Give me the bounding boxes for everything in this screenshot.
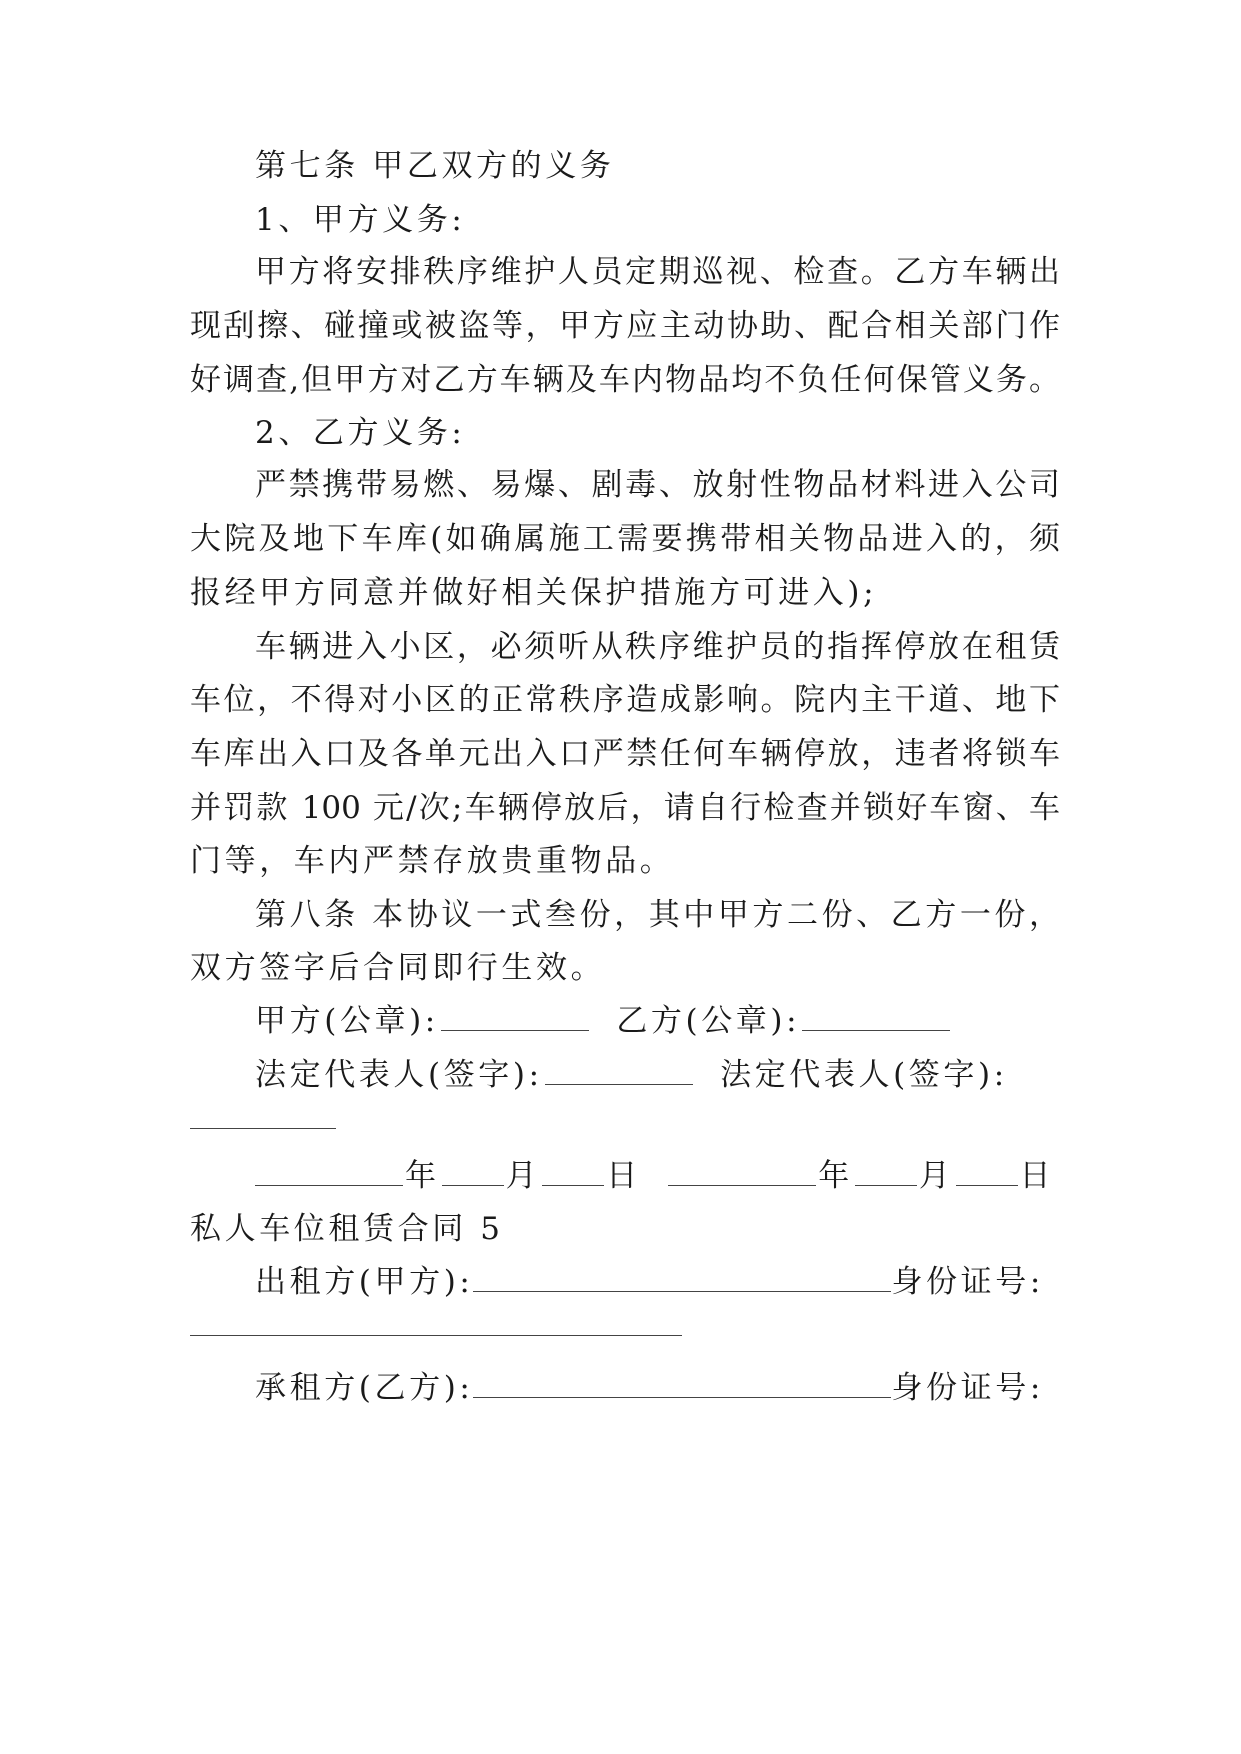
month-label: 月: [918, 1158, 954, 1194]
year-label: 年: [405, 1158, 440, 1194]
year-label: 年: [818, 1158, 853, 1194]
partyA-rep-blank: [545, 1056, 693, 1085]
lessee-row: [255, 1368, 1065, 1408]
partyB-para1-line: 严禁携带易燃、易爆、剧毒、放射性物品材料进入公司: [255, 467, 1060, 503]
year-blank: [668, 1157, 816, 1186]
partyB-para1-line: 大院及地下车库(如确属施工需要携带相关物品进入的，须: [190, 521, 1060, 557]
partyB-seal-blank: [802, 1002, 950, 1031]
representative-row: [255, 1055, 1125, 1095]
lessor-row: [255, 1262, 1065, 1302]
partyB-rep-blank: [190, 1128, 336, 1129]
partyA-duty-line: 现刮擦、碰撞或被盗等，甲方应主动协助、配合相关部门作: [190, 308, 1060, 344]
contract5-title: 私人车位租赁合同 5: [190, 1211, 504, 1247]
partyB-para2-line: 车库出入口及各单元出入口严禁任何车辆停放，违者将锁车: [190, 736, 1060, 772]
partyB-seal-label: 乙方(公章):: [616, 1003, 801, 1039]
partyB-para2-line: 门等，车内严禁存放贵重物品。: [190, 843, 675, 879]
year-blank: [255, 1157, 403, 1186]
day-blank: [956, 1157, 1018, 1186]
lessee-blank: [473, 1369, 891, 1398]
seal-row: [255, 1001, 1125, 1041]
date-row: [255, 1156, 1125, 1196]
partyA-seal-label: 甲方(公章):: [255, 1003, 439, 1039]
article8-line: 第八条 本协议一式叁份，其中甲方二份、乙方一份，: [255, 897, 1060, 933]
day-label: 日: [1019, 1158, 1055, 1194]
partyA-rep-label: 法定代表人(签字):: [255, 1057, 543, 1093]
article8-line: 双方签字后合同即行生效。: [190, 950, 606, 986]
lessee-label: 承租方(乙方):: [255, 1370, 474, 1406]
partyB-para2-line: 并罚款 100 元/次;车辆停放后，请自行检查并锁好车窗、车: [190, 790, 1060, 826]
partyA-seal-blank: [441, 1002, 589, 1031]
lessee-id-label: 身份证号:: [891, 1370, 1044, 1406]
month-blank: [442, 1157, 504, 1186]
partyB-para2-line: 车辆进入小区，必须听从秩序维护员的指挥停放在租赁: [255, 629, 1060, 665]
day-blank: [542, 1157, 604, 1186]
day-label: 日: [606, 1158, 641, 1194]
partyB-para2-line: 车位，不得对小区的正常秩序造成影响。院内主干道、地下: [190, 682, 1060, 718]
month-label: 月: [505, 1158, 541, 1194]
partyA-duty-heading: 1、甲方义务:: [255, 202, 466, 238]
lessor-blank: [473, 1263, 891, 1292]
partyA-duty-line: 甲方将安排秩序维护人员定期巡视、检查。乙方车辆出: [255, 254, 1060, 290]
article7-title: 第七条 甲乙双方的义务: [255, 148, 615, 184]
partyA-duty-line: 好调查,但甲方对乙方车辆及车内物品均不负任何保管义务。: [190, 362, 1060, 398]
month-blank: [855, 1157, 917, 1186]
partyB-para1-line: 报经甲方同意并做好相关保护措施方可进入);: [190, 575, 878, 611]
lessor-id-label: 身份证号:: [891, 1264, 1044, 1300]
partyB-duty-heading: 2、乙方义务:: [255, 415, 466, 451]
partyB-rep-label: 法定代表人(签字):: [720, 1057, 1008, 1093]
lessor-label: 出租方(甲方):: [255, 1264, 474, 1300]
lessor-id-blank: [190, 1335, 682, 1336]
